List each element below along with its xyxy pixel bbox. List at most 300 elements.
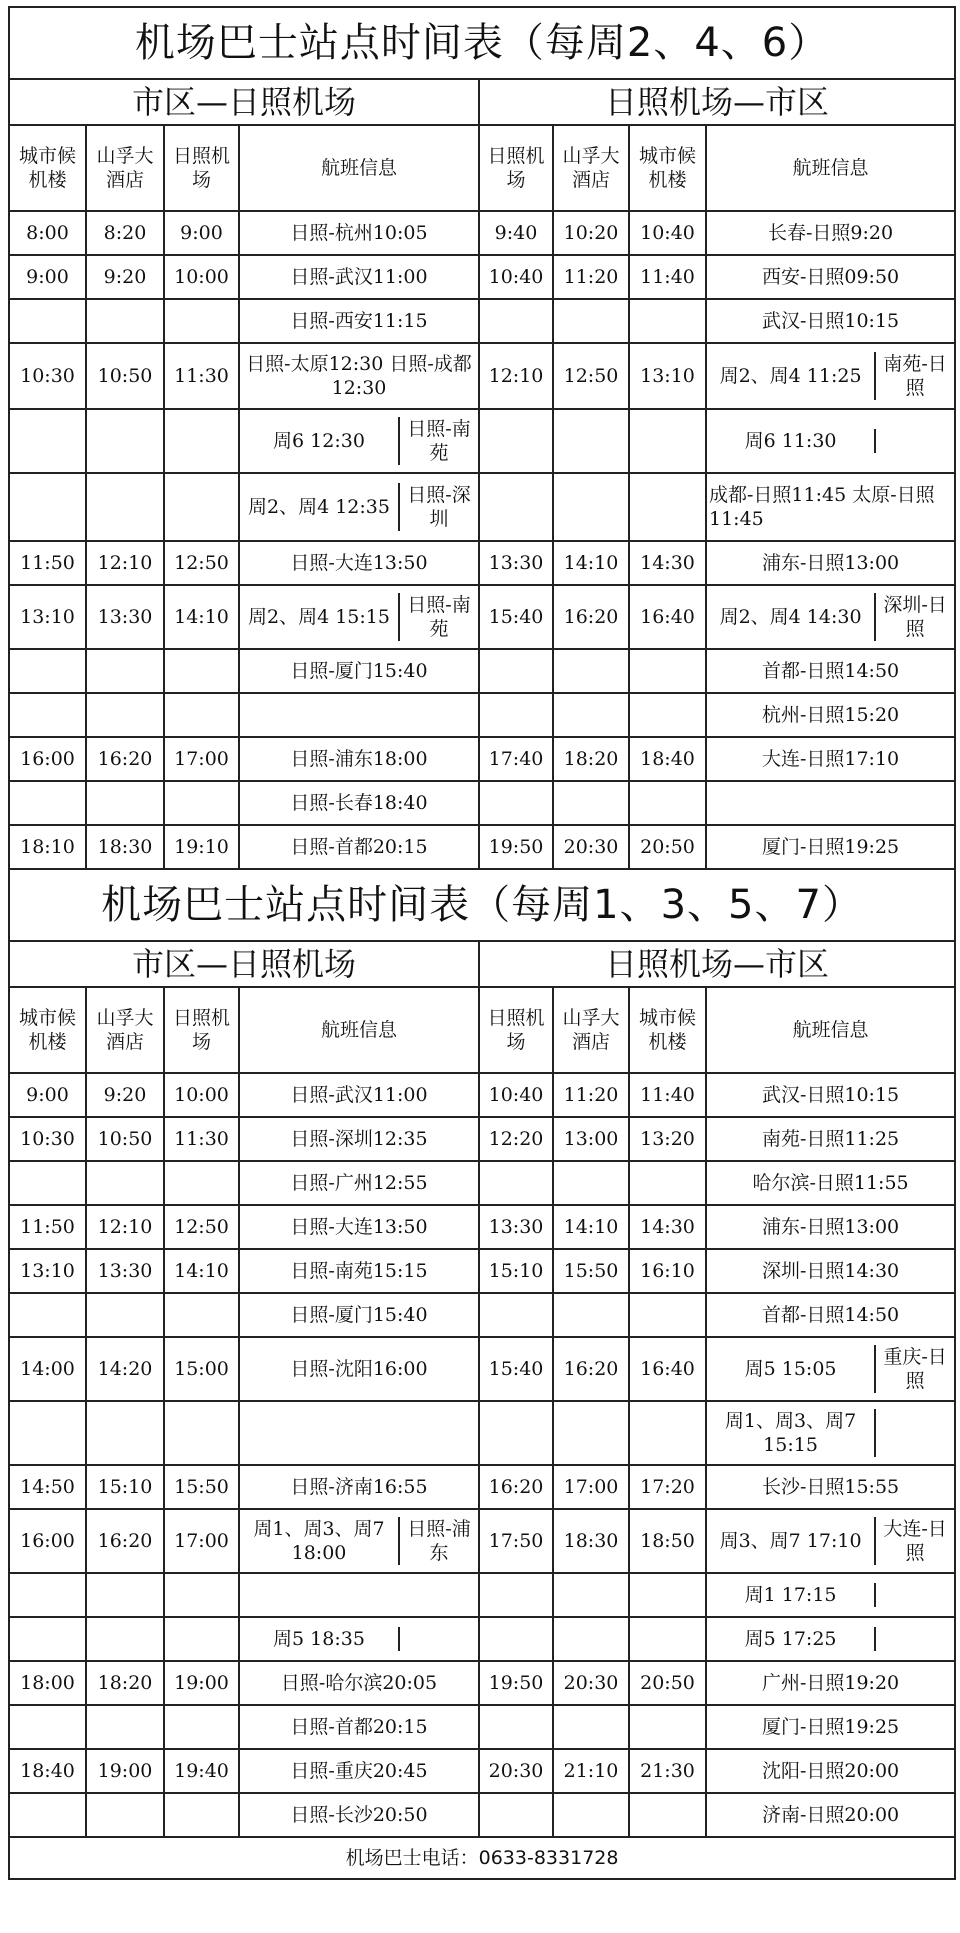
- table-row: [9, 211, 955, 255]
- flight-info: 南苑-日照11:25: [706, 1117, 955, 1161]
- column-header: 航班信息: [239, 987, 479, 1073]
- time-cell: [479, 693, 553, 737]
- time-cell: [553, 693, 629, 737]
- time-cell: [9, 693, 86, 737]
- time-cell: 18:30: [553, 1509, 629, 1573]
- time-cell: 17:40: [479, 737, 553, 781]
- table-row: [9, 1117, 955, 1161]
- flight-route: 日照-浦东: [407, 1518, 471, 1564]
- time-cell: [164, 1161, 239, 1205]
- time-cell: [629, 409, 706, 473]
- time-cell: [9, 781, 86, 825]
- time-cell: 14:20: [86, 1337, 164, 1401]
- time-cell: 13:30: [479, 541, 553, 585]
- table-title-row: [9, 869, 955, 941]
- time-cell: [9, 473, 86, 541]
- time-cell: 16:40: [629, 1337, 706, 1401]
- time-cell: 10:40: [629, 211, 706, 255]
- time-cell: 18:30: [86, 825, 164, 869]
- column-header: 山孚大酒店: [553, 125, 629, 211]
- time-cell: 19:50: [479, 825, 553, 869]
- time-cell: 16:20: [86, 1509, 164, 1573]
- time-cell: 20:50: [629, 1661, 706, 1705]
- time-cell: [86, 299, 164, 343]
- flight-info: 浦东-日照13:00: [706, 1205, 955, 1249]
- time-cell: [553, 781, 629, 825]
- time-cell: [479, 1793, 553, 1837]
- time-cell: 14:00: [9, 1337, 86, 1401]
- time-cell: [9, 1161, 86, 1205]
- direction-to-city: 日照机场—市区: [479, 941, 955, 987]
- flight-info: 浦东-日照13:00: [706, 541, 955, 585]
- time-cell: 20:30: [479, 1749, 553, 1793]
- time-cell: [629, 299, 706, 343]
- column-header: 日照机场: [164, 987, 239, 1073]
- flight-info: 长沙-日照15:55: [706, 1465, 955, 1509]
- time-cell: [629, 1401, 706, 1465]
- flight-info: 日照-长沙20:50: [239, 1793, 479, 1837]
- time-cell: 16:10: [629, 1249, 706, 1293]
- time-cell: [86, 1293, 164, 1337]
- time-cell: 11:20: [553, 255, 629, 299]
- time-cell: 16:20: [479, 1465, 553, 1509]
- time-cell: [479, 1617, 553, 1661]
- flight-info: 日照-杭州10:05: [239, 211, 479, 255]
- flight-route: 日照-深圳: [407, 484, 471, 530]
- flight-info: [706, 781, 955, 825]
- time-cell: [86, 781, 164, 825]
- flight-info: 深圳-日照14:30: [706, 1249, 955, 1293]
- time-cell: [553, 1617, 629, 1661]
- flight-info: 日照-深圳12:35: [239, 1117, 479, 1161]
- flight-info: [706, 1573, 955, 1617]
- time-cell: 12:10: [479, 343, 553, 409]
- time-cell: 20:50: [629, 825, 706, 869]
- time-cell: [86, 409, 164, 473]
- time-cell: 9:00: [9, 1073, 86, 1117]
- time-cell: 10:50: [86, 1117, 164, 1161]
- flight-info: [239, 1401, 479, 1465]
- flight-info: [239, 409, 479, 473]
- table-row: [9, 541, 955, 585]
- flight-days: 周6 11:30: [707, 429, 876, 453]
- time-cell: 16:20: [553, 585, 629, 649]
- timetable: [8, 6, 956, 1880]
- flight-info: 长春-日照9:20: [706, 211, 955, 255]
- flight-info: 日照-哈尔滨20:05: [239, 1661, 479, 1705]
- flight-info: 日照-太原12:30 日照-成都12:30: [239, 343, 479, 409]
- flight-info: 日照-大连13:50: [239, 541, 479, 585]
- time-cell: 9:00: [164, 211, 239, 255]
- table-row: [9, 1793, 955, 1837]
- column-header: 航班信息: [706, 987, 955, 1073]
- flight-days: 周5 15:05: [707, 1345, 876, 1393]
- time-cell: [86, 473, 164, 541]
- flight-info: [239, 473, 479, 541]
- time-cell: [553, 1573, 629, 1617]
- table-row: [9, 1465, 955, 1509]
- time-cell: [629, 781, 706, 825]
- time-cell: [86, 1161, 164, 1205]
- flight-info: 武汉-日照10:15: [706, 1073, 955, 1117]
- flight-info: 杭州-日照15:20: [706, 693, 955, 737]
- table-row: [9, 1749, 955, 1793]
- time-cell: 19:10: [164, 825, 239, 869]
- column-header-row: [9, 987, 955, 1073]
- time-cell: 10:30: [9, 343, 86, 409]
- time-cell: [164, 1401, 239, 1465]
- time-cell: [553, 1293, 629, 1337]
- flight-days: 周2、周4 11:25: [707, 352, 876, 400]
- column-header: 日照机场: [479, 987, 553, 1073]
- column-header: 山孚大酒店: [86, 125, 164, 211]
- time-cell: [629, 693, 706, 737]
- column-header: 城市候机楼: [9, 125, 86, 211]
- time-cell: [479, 299, 553, 343]
- time-cell: [86, 1793, 164, 1837]
- time-cell: 14:50: [9, 1465, 86, 1509]
- time-cell: 9:20: [86, 1073, 164, 1117]
- flight-days: 周2、周4 12:35: [240, 483, 400, 531]
- time-cell: 15:10: [86, 1465, 164, 1509]
- time-cell: 14:30: [629, 1205, 706, 1249]
- time-cell: 14:10: [553, 541, 629, 585]
- time-cell: 10:30: [9, 1117, 86, 1161]
- time-cell: [553, 299, 629, 343]
- direction-to-airport: 市区—日照机场: [9, 941, 479, 987]
- flight-days: 周2、周4 14:30: [707, 593, 876, 641]
- time-cell: 17:50: [479, 1509, 553, 1573]
- time-cell: [164, 409, 239, 473]
- time-cell: [9, 649, 86, 693]
- flight-info: [706, 343, 955, 409]
- time-cell: [9, 409, 86, 473]
- time-cell: [629, 1617, 706, 1661]
- time-cell: 18:50: [629, 1509, 706, 1573]
- flight-days: 周3、周7 17:10: [707, 1517, 876, 1565]
- time-cell: 18:20: [86, 1661, 164, 1705]
- time-cell: 10:20: [553, 211, 629, 255]
- direction-to-airport: 市区—日照机场: [9, 79, 479, 125]
- flight-info: [239, 693, 479, 737]
- flight-info: 日照-厦门15:40: [239, 649, 479, 693]
- flight-info: [239, 585, 479, 649]
- time-cell: 14:10: [164, 585, 239, 649]
- time-cell: 13:30: [479, 1205, 553, 1249]
- time-cell: 11:30: [164, 343, 239, 409]
- time-cell: 16:00: [9, 737, 86, 781]
- time-cell: 18:10: [9, 825, 86, 869]
- time-cell: 8:00: [9, 211, 86, 255]
- table-row: [9, 825, 955, 869]
- time-cell: [479, 1161, 553, 1205]
- time-cell: 15:50: [164, 1465, 239, 1509]
- flight-days: 周6 12:30: [240, 417, 400, 465]
- table-row: [9, 737, 955, 781]
- time-cell: 16:40: [629, 585, 706, 649]
- time-cell: [553, 1705, 629, 1749]
- flight-route: 大连-日照: [883, 1518, 947, 1564]
- flight-info: [706, 1401, 955, 1465]
- time-cell: [164, 649, 239, 693]
- table-title: 机场巴士站点时间表（每周1、3、5、7）: [9, 869, 955, 941]
- flight-route: 日照-南苑: [407, 594, 471, 640]
- table-row: [9, 1509, 955, 1573]
- flight-days: 周1、周3、周7 15:15: [707, 1409, 876, 1457]
- flight-info: 厦门-日照19:25: [706, 825, 955, 869]
- table-row: [9, 255, 955, 299]
- time-cell: 15:50: [553, 1249, 629, 1293]
- time-cell: [479, 1573, 553, 1617]
- table-row: [9, 1705, 955, 1749]
- time-cell: 17:00: [164, 1509, 239, 1573]
- direction-row: [9, 79, 955, 125]
- flight-info: 日照-大连13:50: [239, 1205, 479, 1249]
- time-cell: 13:30: [86, 1249, 164, 1293]
- time-cell: [629, 1793, 706, 1837]
- time-cell: 15:10: [479, 1249, 553, 1293]
- flight-info: 日照-浦东18:00: [239, 737, 479, 781]
- time-cell: 14:30: [629, 541, 706, 585]
- time-cell: 11:50: [9, 1205, 86, 1249]
- time-cell: 14:10: [164, 1249, 239, 1293]
- time-cell: 15:40: [479, 585, 553, 649]
- time-cell: [164, 473, 239, 541]
- flight-info: 日照-济南16:55: [239, 1465, 479, 1509]
- column-header: 城市候机楼: [9, 987, 86, 1073]
- time-cell: 13:10: [9, 585, 86, 649]
- column-header: 航班信息: [239, 125, 479, 211]
- time-cell: 10:50: [86, 343, 164, 409]
- time-cell: [479, 649, 553, 693]
- table-row: [9, 1661, 955, 1705]
- table-row: [9, 1249, 955, 1293]
- direction-to-city: 日照机场—市区: [479, 79, 955, 125]
- flight-route: [876, 1627, 954, 1651]
- time-cell: [629, 473, 706, 541]
- flight-info: [706, 1509, 955, 1573]
- time-cell: 16:20: [553, 1337, 629, 1401]
- flight-days: 周1 17:15: [707, 1583, 876, 1607]
- time-cell: [553, 1793, 629, 1837]
- column-header: 航班信息: [706, 125, 955, 211]
- table-row: [9, 693, 955, 737]
- table-row: [9, 1337, 955, 1401]
- time-cell: 10:00: [164, 1073, 239, 1117]
- time-cell: 20:30: [553, 1661, 629, 1705]
- table-row: [9, 1401, 955, 1465]
- time-cell: [164, 1293, 239, 1337]
- time-cell: [164, 1617, 239, 1661]
- column-header: 城市候机楼: [629, 125, 706, 211]
- time-cell: 21:30: [629, 1749, 706, 1793]
- table-row: [9, 1293, 955, 1337]
- footer-phone: 机场巴士电话：0633-8331728: [9, 1837, 955, 1879]
- time-cell: [9, 1401, 86, 1465]
- time-cell: [629, 1293, 706, 1337]
- time-cell: 18:40: [9, 1749, 86, 1793]
- time-cell: [9, 1617, 86, 1661]
- time-cell: 19:50: [479, 1661, 553, 1705]
- time-cell: 12:50: [164, 541, 239, 585]
- time-cell: [164, 1793, 239, 1837]
- time-cell: 11:20: [553, 1073, 629, 1117]
- time-cell: [553, 1161, 629, 1205]
- time-cell: [86, 1705, 164, 1749]
- time-cell: [553, 649, 629, 693]
- flight-info: [706, 585, 955, 649]
- flight-info: 日照-西安11:15: [239, 299, 479, 343]
- timetable-page: [8, 6, 954, 1880]
- time-cell: [629, 649, 706, 693]
- time-cell: 16:20: [86, 737, 164, 781]
- time-cell: 20:30: [553, 825, 629, 869]
- time-cell: 12:20: [479, 1117, 553, 1161]
- flight-days: 周5 17:25: [707, 1627, 876, 1651]
- time-cell: 17:20: [629, 1465, 706, 1509]
- time-cell: [553, 1401, 629, 1465]
- table-row: [9, 585, 955, 649]
- flight-route: 南苑-日照: [883, 353, 947, 399]
- time-cell: [479, 1705, 553, 1749]
- flight-info: 日照-广州12:55: [239, 1161, 479, 1205]
- time-cell: 13:20: [629, 1117, 706, 1161]
- time-cell: 15:40: [479, 1337, 553, 1401]
- column-header: 山孚大酒店: [553, 987, 629, 1073]
- flight-route: 日照-南苑: [407, 418, 471, 464]
- time-cell: 17:00: [164, 737, 239, 781]
- time-cell: [553, 473, 629, 541]
- time-cell: [629, 1573, 706, 1617]
- flight-info: 日照-南苑15:15: [239, 1249, 479, 1293]
- flight-info: 日照-首都20:15: [239, 1705, 479, 1749]
- flight-info: [706, 409, 955, 473]
- time-cell: [479, 409, 553, 473]
- time-cell: 12:10: [86, 541, 164, 585]
- time-cell: 11:30: [164, 1117, 239, 1161]
- table-row: [9, 1073, 955, 1117]
- flight-info: 济南-日照20:00: [706, 1793, 955, 1837]
- flight-info: 日照-沈阳16:00: [239, 1337, 479, 1401]
- time-cell: 15:00: [164, 1337, 239, 1401]
- time-cell: 18:20: [553, 737, 629, 781]
- table-row: [9, 299, 955, 343]
- flight-info: 成都-日照11:45 太原-日照11:45: [706, 473, 955, 541]
- time-cell: [86, 1573, 164, 1617]
- time-cell: 13:00: [553, 1117, 629, 1161]
- flight-info: [706, 1617, 955, 1661]
- time-cell: [86, 693, 164, 737]
- time-cell: 9:20: [86, 255, 164, 299]
- time-cell: [479, 1401, 553, 1465]
- flight-route: [876, 1583, 954, 1607]
- time-cell: [629, 1705, 706, 1749]
- table-title-row: [9, 7, 955, 79]
- time-cell: [164, 1573, 239, 1617]
- time-cell: 10:40: [479, 255, 553, 299]
- flight-days: 周2、周4 15:15: [240, 593, 400, 641]
- time-cell: [164, 1705, 239, 1749]
- time-cell: [629, 1161, 706, 1205]
- footer-row: [9, 1837, 955, 1879]
- flight-info: 大连-日照17:10: [706, 737, 955, 781]
- time-cell: 11:40: [629, 255, 706, 299]
- time-cell: [9, 1293, 86, 1337]
- flight-info: [239, 1509, 479, 1573]
- time-cell: 14:10: [553, 1205, 629, 1249]
- flight-info: 首都-日照14:50: [706, 649, 955, 693]
- flight-route: [400, 1627, 478, 1651]
- time-cell: 12:50: [553, 343, 629, 409]
- time-cell: 8:20: [86, 211, 164, 255]
- flight-info: 哈尔滨-日照11:55: [706, 1161, 955, 1205]
- time-cell: [479, 1293, 553, 1337]
- table-row: [9, 1617, 955, 1661]
- time-cell: 17:00: [553, 1465, 629, 1509]
- time-cell: [479, 781, 553, 825]
- flight-info: [239, 1573, 479, 1617]
- flight-info: 广州-日照19:20: [706, 1661, 955, 1705]
- flight-info: [239, 1617, 479, 1661]
- flight-route: 深圳-日照: [883, 594, 947, 640]
- time-cell: 18:00: [9, 1661, 86, 1705]
- flight-info: 日照-武汉11:00: [239, 1073, 479, 1117]
- flight-route: 重庆-日照: [883, 1346, 947, 1392]
- time-cell: 9:40: [479, 211, 553, 255]
- time-cell: 16:00: [9, 1509, 86, 1573]
- flight-info: 沈阳-日照20:00: [706, 1749, 955, 1793]
- time-cell: 19:00: [164, 1661, 239, 1705]
- time-cell: [86, 1401, 164, 1465]
- time-cell: [164, 781, 239, 825]
- table-row: [9, 781, 955, 825]
- flight-route: [876, 1409, 954, 1457]
- flight-days: 周5 18:35: [240, 1627, 400, 1651]
- time-cell: [9, 299, 86, 343]
- flight-info: [706, 1337, 955, 1401]
- column-header: 日照机场: [164, 125, 239, 211]
- flight-info: 日照-重庆20:45: [239, 1749, 479, 1793]
- time-cell: 19:00: [86, 1749, 164, 1793]
- time-cell: [9, 1705, 86, 1749]
- flight-info: 日照-长春18:40: [239, 781, 479, 825]
- flight-info: 日照-厦门15:40: [239, 1293, 479, 1337]
- time-cell: [553, 409, 629, 473]
- flight-info: 日照-首都20:15: [239, 825, 479, 869]
- column-header-row: [9, 125, 955, 211]
- time-cell: [9, 1573, 86, 1617]
- time-cell: 9:00: [9, 255, 86, 299]
- flight-info: 厦门-日照19:25: [706, 1705, 955, 1749]
- time-cell: [164, 299, 239, 343]
- table-row: [9, 1161, 955, 1205]
- table-title: 机场巴士站点时间表（每周2、4、6）: [9, 7, 955, 79]
- time-cell: 19:40: [164, 1749, 239, 1793]
- table-row: [9, 409, 955, 473]
- flight-info: 西安-日照09:50: [706, 255, 955, 299]
- table-row: [9, 1573, 955, 1617]
- time-cell: 10:00: [164, 255, 239, 299]
- flight-info: 武汉-日照10:15: [706, 299, 955, 343]
- time-cell: [479, 473, 553, 541]
- time-cell: 12:50: [164, 1205, 239, 1249]
- time-cell: 12:10: [86, 1205, 164, 1249]
- column-header: 山孚大酒店: [86, 987, 164, 1073]
- time-cell: 10:40: [479, 1073, 553, 1117]
- direction-row: [9, 941, 955, 987]
- time-cell: [86, 1617, 164, 1661]
- flight-info: 日照-武汉11:00: [239, 255, 479, 299]
